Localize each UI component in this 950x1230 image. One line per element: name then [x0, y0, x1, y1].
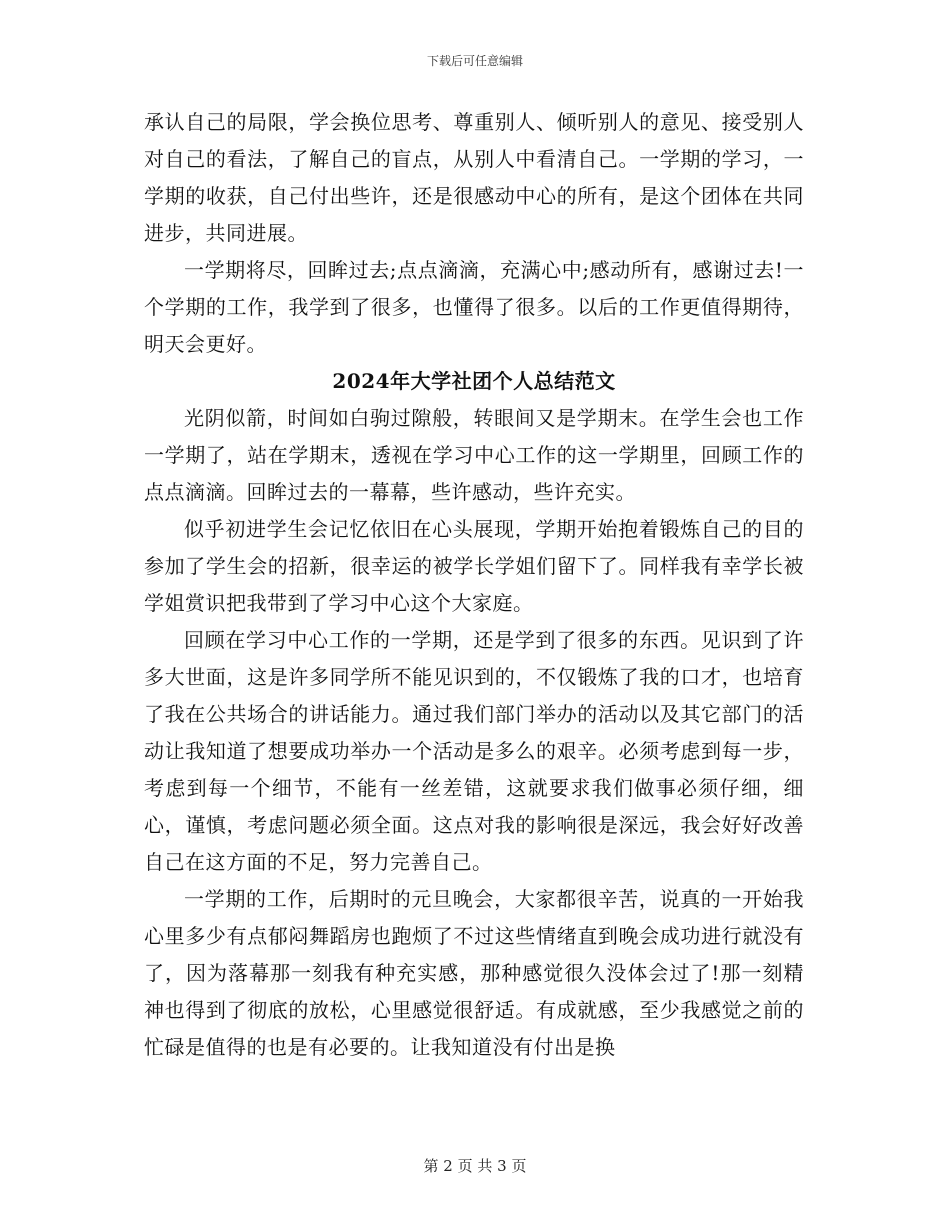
paragraph: 光阴似箭，时间如白驹过隙般，转眼间又是学期末。在学生会也工作一学期了，站在学期末，透视在学习中心工作的这一学期里，回顾工作的点点滴滴。回眸过去的一幕幕，些许感动，些许充实。	[144, 406, 804, 504]
paragraph-continued: 承认自己的局限，学会换位思考、尊重别人、倾听别人的意见、接受别人对自己的看法，了解自己的盲点，从别人中看清自己。一学期的学习，一学期的收获，自己付出些许，还是很感动中心的所有，是这个团体在共同进步，共同进展。	[144, 110, 804, 245]
paragraph: 回顾在学习中心工作的一学期，还是学到了很多的东西。见识到了许多大世面，这是许多同学所不能见识到的，不仅锻炼了我的口才，也培育了我在公共场合的讲话能力。通过我们部门举办的活动以及其它部门的活动让我知道了想要成功举办一个活动是多么的艰辛。必须考虑到每一步，考虑到每一个细节，不能有一丝差错，这就要求我们做事必须仔细，细心，谨慎，考虑问题必须全面。这点对我的影响很是深远，我会好好改善自己在这方面的不足，努力完善自己。	[144, 628, 804, 874]
page-header: 下载后可任意编辑	[426, 54, 523, 68]
paragraph: 一学期将尽，回眸过去;点点滴滴，充满心中;感动所有，感谢过去!一个学期的工作，我学到了很多，也懂得了很多。以后的工作更值得期待，明天会更好。	[144, 258, 804, 356]
paragraph: 似乎初进学生会记忆依旧在心头展现，学期开始抱着锻炼自己的目的参加了学生会的招新，很幸运的被学长学姐们留下了。同样我有幸学长被学姐赏识把我带到了学习中心这个大家庭。	[144, 517, 804, 615]
paragraph: 一学期的工作，后期时的元旦晚会，大家都很辛苦，说真的一开始我心里多少有点郁闷舞蹈房也跑烦了不过这些情绪直到晚会成功进行就没有了，因为落幕那一刻我有种充实感，那种感觉很久没体会过了!那一刻精神也得到了彻底的放松，心里感觉很舒适。有成就感，至少我感觉之前的忙碌是值得的也是有必要的。让我知道没有付出是换	[144, 887, 804, 1059]
section-title: 2024年大学社团个人总结范文	[332, 369, 616, 393]
document-body	[144, 104, 804, 1066]
page-number: 第 2 页 共 3 页	[423, 1157, 527, 1175]
